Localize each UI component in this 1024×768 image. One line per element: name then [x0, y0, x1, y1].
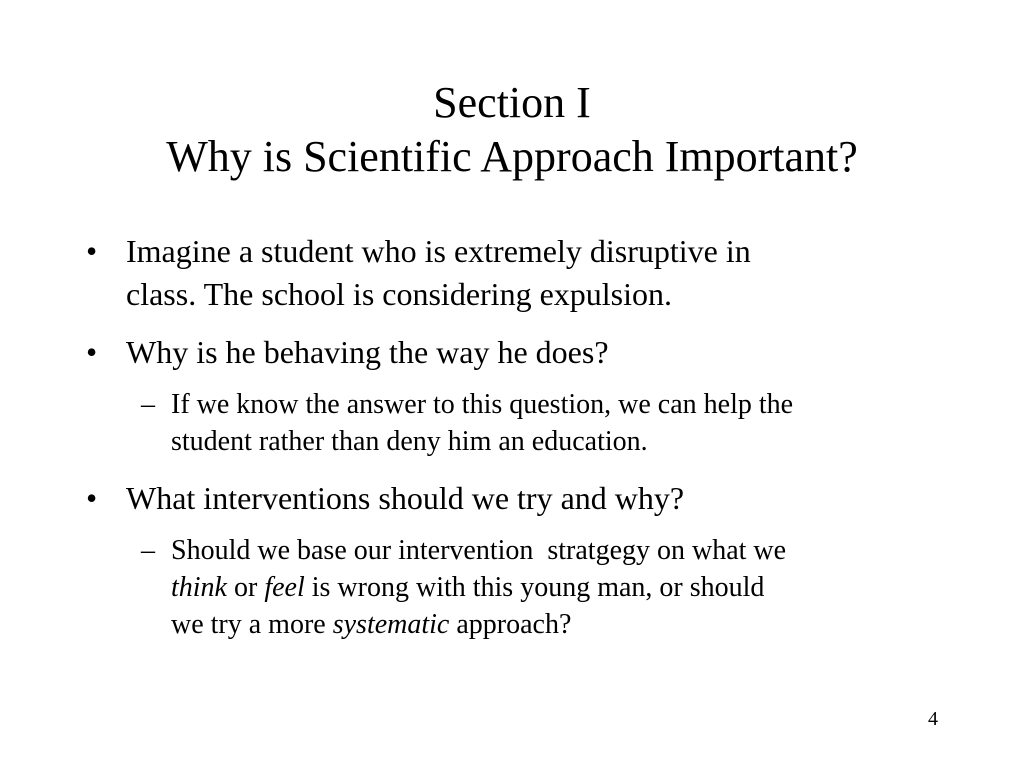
- title-line-2: Why is Scientific Approach Important?: [166, 132, 858, 181]
- subbullet-line: [171, 606, 941, 643]
- subbullet-marker: –: [141, 535, 155, 566]
- bullet-text: [126, 477, 886, 520]
- bullet-line: Why is he behaving the way he does?: [126, 334, 609, 370]
- title-line-1: Section I: [433, 78, 591, 127]
- subbullet-line: If we know the answer to this question, we can help the: [171, 389, 794, 420]
- bullet-marker: •: [86, 233, 98, 269]
- text-segment: approach?: [449, 609, 572, 640]
- text-segment: or: [227, 572, 265, 603]
- slide-title: [0, 76, 1024, 184]
- emphasis-think: think: [171, 572, 227, 603]
- subbullet-line: [171, 569, 941, 606]
- subbullet-line: Should we base our intervention stratgegy on what we: [171, 535, 787, 566]
- text-segment: is wrong with this young man, or should: [304, 572, 765, 603]
- bullet-text: [126, 230, 886, 316]
- emphasis-feel: feel: [264, 572, 305, 603]
- subbullet-line: student rather than deny him an education.: [171, 426, 648, 457]
- bullet-marker: •: [86, 480, 98, 516]
- page-number: 4: [928, 708, 938, 730]
- bullet-line: What interventions should we try and why?: [126, 480, 685, 516]
- subbullet-text: [171, 532, 941, 643]
- bullet-line: Imagine a student who is extremely disruptive in: [126, 233, 751, 269]
- subbullet-marker: –: [141, 389, 155, 420]
- bullet-line: class. The school is considering expulsion.: [126, 276, 672, 312]
- text-segment: we try a more: [171, 609, 333, 640]
- emphasis-systematic: systematic: [332, 609, 450, 640]
- subbullet-text: [171, 386, 941, 460]
- bullet-marker: •: [86, 334, 98, 370]
- bullet-text: [126, 331, 886, 374]
